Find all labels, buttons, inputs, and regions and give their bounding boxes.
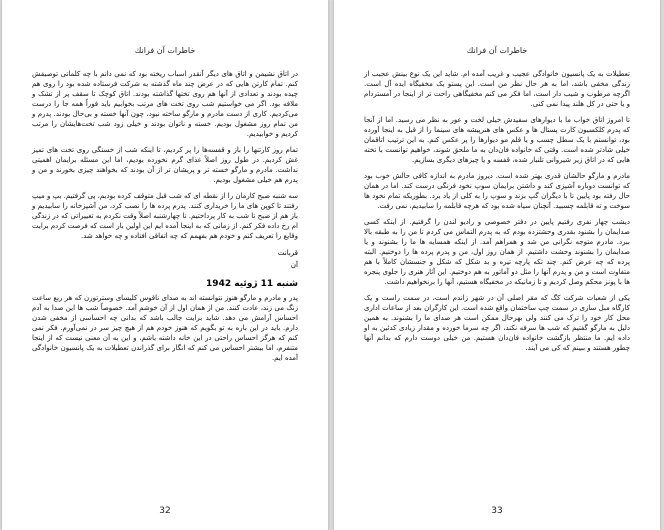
paragraph: مادرم و مارگو حالشان قدری بهتر شده است. دیروز مادرم به اندازه کافی حالش خوب بود که توانست دوباره آشپزی کند و داشتن برایمان سوپ نخود فرنگی درست کند. اما در همان حال رفته بود پایین تا با دیگران گپ بزند و سوپ را به کلی از یاد برد. بطوریکه تمام نخود ها سوخت و ته قابلمه چسبید. آنچنان سیاه شده بود که هرچه قابلمه را سابیدیم، نمی رفت. <box>364 172 630 210</box>
left-page <box>2 0 328 530</box>
page-header: خاطرات آن فرانك <box>134 46 196 55</box>
right-page <box>334 0 660 530</box>
paragraph: یکی از شعبات شرکت کگ که مقر اصلی آن در شهر زاندم است، در سمت راست و یک کارگاه مبل سازی در سمت چپ ساختمان واقع شده است. این کارگران بعد از ساعات اداری محل کار خود را ترک می کنند ولی بهرحال ممکن است هر صدای ما را بشنوند. به همین دلیل به مارگو گفتیم که شب ها سرفه نکند، اگر چه سرما خورده و مقدار زیادی کدئین به او داده ایم. ما منتظر بازگشت خانواده فان‌دان هستیم. من خیلی دوست دارم که بدانم آنها چطور هستند و ببینم که کی می آیند. <box>364 294 630 352</box>
left-body-text <box>32 69 298 241</box>
right-body-text <box>364 69 630 353</box>
signature <box>32 247 298 271</box>
date-heading: شنبه 11 ژوئیه 1942 <box>206 279 298 289</box>
paragraph: سه شنبه صبح کارمان را از نقطه ای که شب قبل متوقف کرده بودیم، پی گرفتیم. بپ و میپ رفتند تا کوپن های ما را خریداری کنند. پدرم پرده ها را نصب کرد، من آشپزخانه را سابیدیم و باز هم از صبح تا شب به کار پرداختیم. تا چهارشنبه اصلاً وقت نکردم به تغییراتی که در زندگی ام رخ داده فکر کنم. از زمانی که به اینجا آمده ایم این اولین بار است که فرصت کردم برایت وقایع را تعریف کنم و خودم هم بفهمم که چه اتفاقی افتاده و چه خواهد شد. <box>32 192 298 240</box>
paragraph: تمام روز کارتنها را باز و قفسه‌ها را پر کردیم، تا اینکه شب از خستگی روی تخت های تمیز غش کردیم. در طول روز اصلاً غذای گرم نخورده بودیم، اما این مسئله برایمان اهمیتی نداشت. مادرم و مارگو خسته تر و پریشان تر از آن بودند که بخواهند چیزی بخورند و من و پدرم هم خیلی مشغول بودیم. <box>32 146 298 184</box>
signature-line-1: قربانت <box>277 249 298 257</box>
page-header: خاطرات آن فرانك <box>466 46 528 55</box>
paragraph: تا امروز اتاق خواب ما با دیوارهای سفیدش خیلی لخت و عور به نظر می رسید. اما از آنجا که پدرم کلکسیون کارت پستال ها و عکس های هنرپیشه های سینما را از قبل به اینجا آورده بود، توانستم با یک سطل چسب و یا قلم مو دیوارها را پر عکس کنم. به این ترتیب اتاقمان خیلی شادتر شده است. وقتی که خانواده فان‌دان به ما ملحق شوند، خواهیم توانست با تخته هایی که در اتاق زیر شیروانی تلنبار شده، قفسه و یا چیزهای دیگری بسازیم. <box>364 116 630 164</box>
paragraph: در اتاق نشیمن و اتاق های دیگر آنقدر اسباب ریخته بود که نمی دانم با چه کلماتی توصیفش کنم. تمام کارتن هایی که در عرض چند ماه گذشته به شرکت فرستاده شده بود را روی هم چیده بودند و تعدادی از آنها هم روی تختها گذاشته بودند. اتاق کوچک تا سقف پر از تشک و ملافه بود. اگر می خواستیم شب روی تخت های مرتب بخوابیم باید فوراً همه جا را درست می‌کردیم. کاری از دست مادرم و مارگو ساخته نبود، چون آنها خسته و بی‌حال بودند. پدرم و من تمام روز مشغول بودیم. خسته و ناتوان بودند و خیلی زود شب تخت‌هایشان را مرتب کردیم و خوابیدیم. <box>32 70 298 138</box>
page-number: 32 <box>159 506 171 516</box>
paragraph: تعطیلات به یک پانسیون خانوادگی عجیب و غریب آمده ام. شاید این یک نوع بینش عجیب از زندگی مخفی باشد، اما به هر حال نظر من است. این پستو یک مخفیگاه ایده آل است. اگرچه مرطوب و شیب دار است، اما فکر می کنم مخفیگاهی راحت تر از اینجا در آمستردام و یا حتی در کل هلند پیدا نمی کنی. <box>364 70 630 108</box>
paragraph: پدر و مادرم و مارگو هنوز نتوانسته اند به صدای ناقوس کلیسای وسترتورن که هر ربع ساعت زنگ می زند، عادت کنند. من از همان اول از آن خوشم آمد. خصوصاً شب ها این صدا به آدم احساس آرامش می دهد. شاید برایت جالب باشد که بدانی چه احساسی از مخفی شدن دارم. باید در این باره به تو بگویم که هنوز خودم هم از هیچ چیز سر در نمی‌آورم. فکر نمی کنم که هرگز احساس راحتی در این خانه داشته باشم، و این به آن معنی نیست که از اینجا متنفرم، اما بیشتر احساس می کنم که انگار برای گذراندن تعطیلات به یک پانسیون خانوادگی آمده ایم. <box>32 294 298 362</box>
signature-line-2: آن <box>290 261 298 269</box>
page-number: 33 <box>491 506 503 516</box>
left-body-text-2 <box>32 293 298 363</box>
paragraph: دیشب چهار نفری رفتیم پایین در دفتر خصوصی و رادیو لندن را گرفتیم. از اینکه کسی صدایمان را بشنود بقدری وحشتزده بودم که به پدرم التماس می کردم تا من را به طبقه بالا ببرد. مادرم متوجه نگرانی من شد و همراهم آمد. از اینکه همسایه ها ما را بشنوند و یا صدایمان را بشنوند وحشت داشتیم. از همان روز اول، من و پدرم پرده ها را دوختیم. البته پرده که چه عرض کنم. چند تکه پارچه تیره و بد شکل که شکل و جنسشان کاملاً با هم متفاوت است و من و پدرم آنها را مثل دو آماتور به هم دوختیم. این آثار هنری را جلوی پنجره ها با پونز محکم وصل کردیم و تا زمانیکه در مخفیگاه هستیم، آنها را برنخواهیم داشت. <box>364 218 630 286</box>
